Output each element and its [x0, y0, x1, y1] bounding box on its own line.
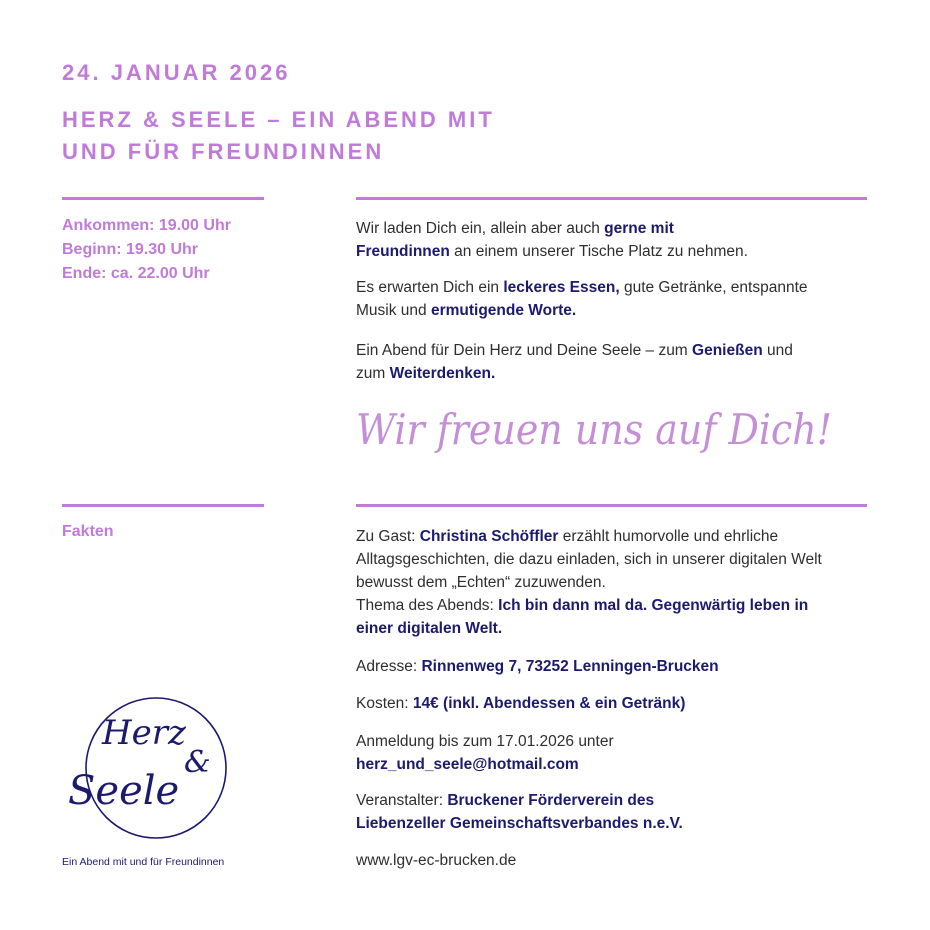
text: Adresse:: [356, 658, 422, 675]
text: an einem unserer Tische Platz zu nehmen.: [449, 243, 748, 260]
cost-value: 14€ (inkl. Abendessen & ein Getränk): [412, 695, 686, 712]
logo-ampersand: &: [184, 745, 211, 780]
text-bold: leckeres Essen,: [503, 279, 620, 296]
arrive-time: Ankommen: 19.00 Uhr: [62, 217, 231, 234]
start-time: Beginn: 19.30 Uhr: [62, 241, 199, 258]
text: zum: [356, 365, 390, 382]
divider-right-top: [356, 197, 867, 200]
logo-herz-text: Herz: [102, 713, 186, 753]
cost-line: [356, 692, 685, 715]
end-time: Ende: ca. 22.00 Uhr: [62, 265, 210, 282]
address-line: [356, 655, 719, 678]
intro-paragraph-1: [356, 217, 748, 263]
intro-paragraph-3: [356, 339, 793, 385]
guest-paragraph: [356, 525, 822, 640]
theme-text: einer digitalen Welt.: [356, 620, 503, 637]
email-link[interactable]: herz_und_seele@hotmail.com: [356, 756, 579, 773]
divider-left-mid: [62, 504, 264, 507]
facts-label: Fakten: [62, 523, 114, 540]
text: gute Getränke, entspannte: [619, 279, 808, 296]
text: Ein Abend für Dein Herz und Deine Seele – zum: [356, 342, 693, 359]
text: Wir laden Dich ein, allein aber auch: [356, 220, 605, 237]
text: Alltagsgeschichten, die dazu einladen, sich in unserer digitalen Welt: [356, 551, 822, 568]
divider-left-top: [62, 197, 264, 200]
text-bold: Genießen: [692, 342, 763, 359]
organizer-name: Liebenzeller Gemeinschaftsverbandes n.e.V.: [356, 815, 683, 832]
title-line-2: UND FÜR FREUNDINNEN: [62, 139, 385, 164]
guest-name: Christina Schöffler: [419, 528, 559, 545]
text: und: [762, 342, 793, 359]
text: Veranstalter:: [356, 792, 448, 809]
text: Es erwarten Dich ein: [356, 279, 504, 296]
schedule: [62, 214, 231, 286]
handwritten-greeting-text: Wir freuen uns auf Dich!: [356, 405, 832, 454]
text: Kosten:: [356, 695, 413, 712]
text-bold: Weiterdenken.: [389, 365, 496, 382]
text-bold: Freundinnen: [356, 243, 450, 260]
theme-text: Ich bin dann mal da. Gegenwärtig leben in: [498, 597, 809, 614]
text-bold: ermutigende Worte.: [430, 302, 577, 319]
event-date: 24. JANUAR 2026: [62, 60, 291, 85]
text: Anmeldung bis zum 17.01.2026 unter: [356, 733, 614, 750]
title-line-1: HERZ & SEELE – EIN ABEND MIT: [62, 107, 495, 132]
logo-subtitle: Ein Abend mit und für Freundinnen: [62, 856, 225, 868]
handwritten-greeting: [352, 392, 842, 492]
logo-seele-text: Seele: [68, 768, 180, 814]
website-link[interactable]: www.lgv-ec-brucken.de: [356, 852, 517, 869]
text: Musik und: [356, 302, 431, 319]
divider-right-mid: [356, 504, 867, 507]
text: bewusst dem „Echten“ zuzuwenden.: [356, 574, 606, 591]
herz-seele-logo: [62, 686, 230, 854]
intro-paragraph-2: [356, 276, 808, 322]
text: Thema des Abends:: [356, 597, 499, 614]
organizer-paragraph: [356, 789, 683, 835]
organizer-name: Bruckener Förderverein des: [447, 792, 655, 809]
registration-paragraph: [356, 730, 614, 776]
text: erzählt humorvolle und ehrliche: [558, 528, 779, 545]
text-bold: gerne mit: [604, 220, 674, 237]
address-value: Rinnenweg 7, 73252 Lenningen-Brucken: [421, 658, 719, 675]
text: Zu Gast:: [356, 528, 420, 545]
event-title: [62, 104, 495, 168]
